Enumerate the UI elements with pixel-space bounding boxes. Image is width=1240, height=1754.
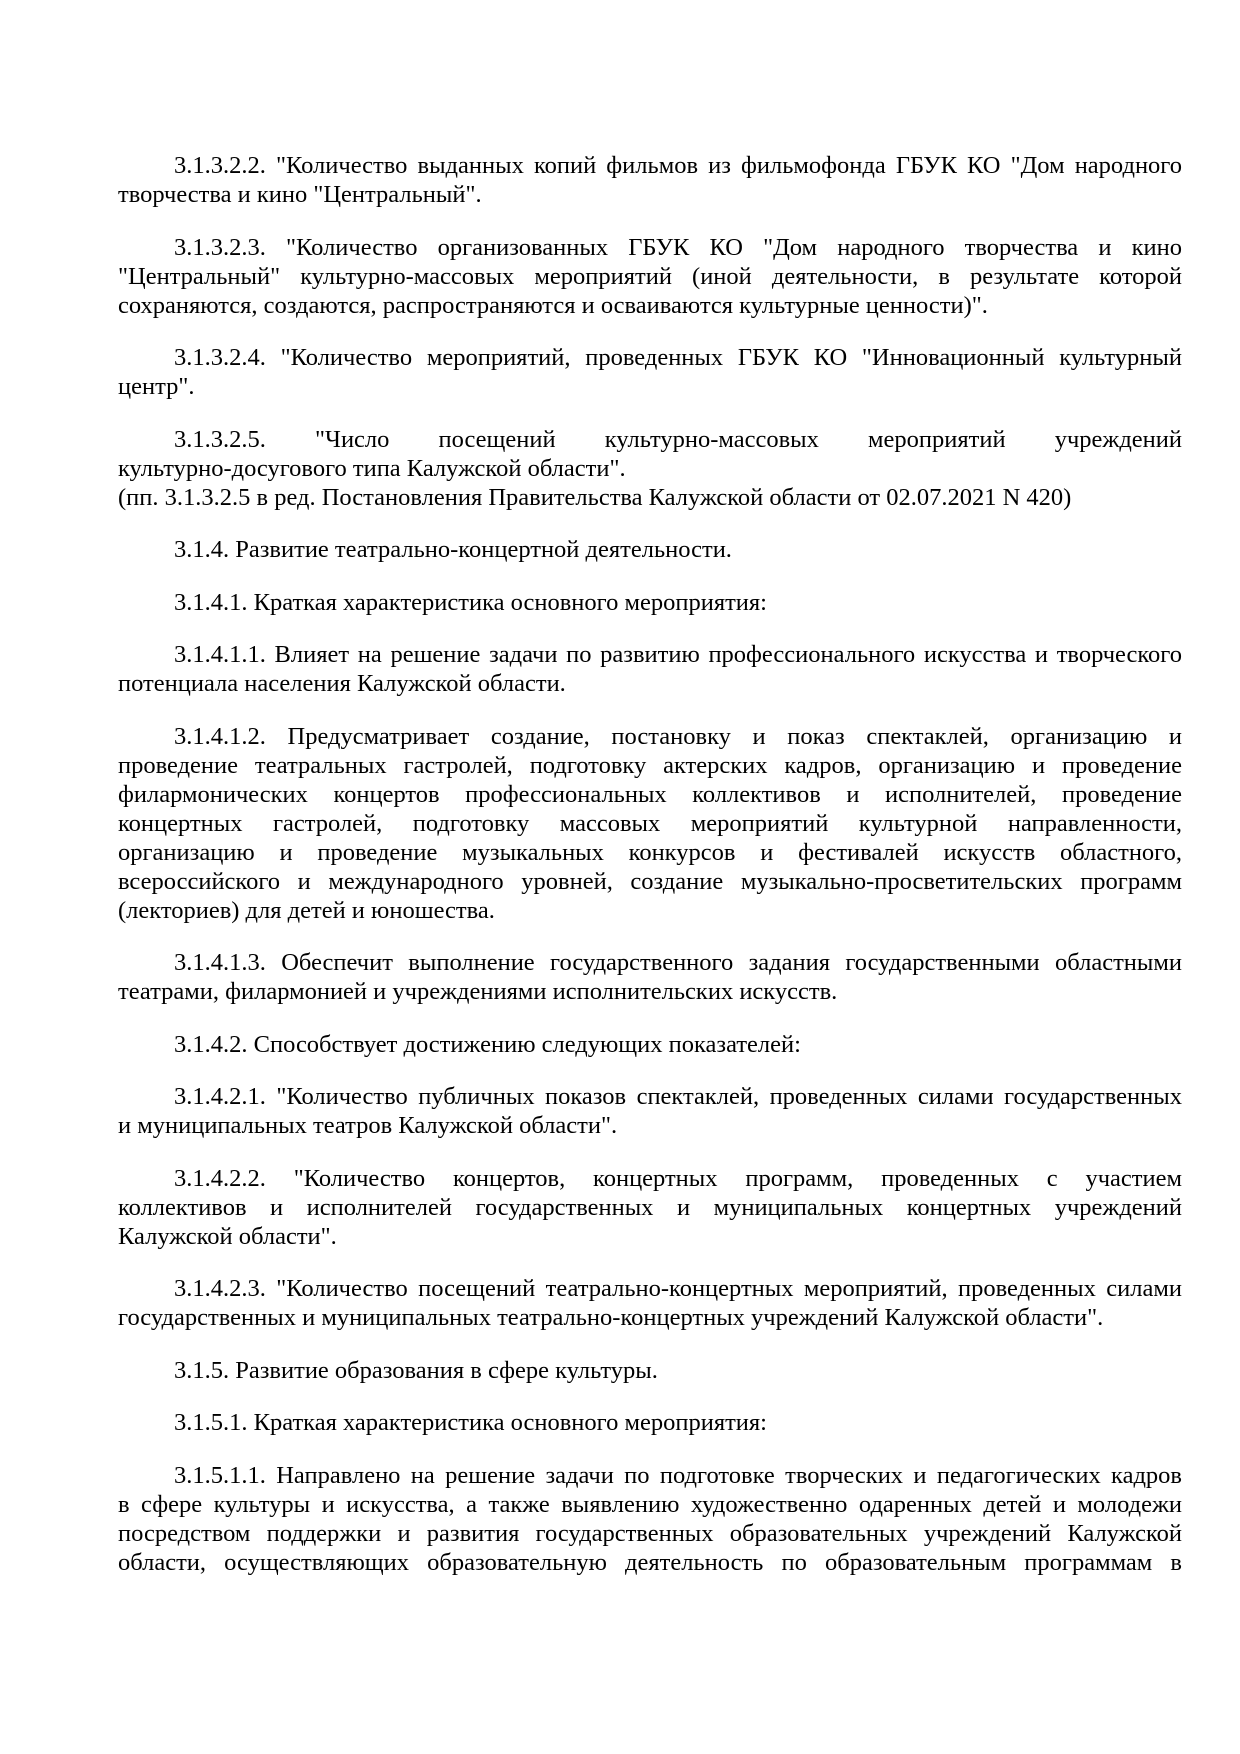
text-line: 3.1.4. Развитие театрально-концертной деятельности. (174, 536, 732, 563)
text-line: 3.1.3.2.5. "Число посещений культурно-массовых мероприятий учреждений (174, 425, 1182, 453)
text-line: государственных и муниципальных театрально-концертных учреждений Калужской области". (118, 1304, 1104, 1331)
text-line: в сфере культуры и искусства, а также выявлению художественно одаренных детей и молодежи (118, 1490, 1182, 1518)
text-line: 3.1.4.2.2. "Количество концертов, концертных программ, проведенных с участием (174, 1164, 1182, 1192)
text-line: (пп. 3.1.3.2.5 в ред. Постановления Правительства Калужской области от 02.07.2021 N 420) (118, 483, 1072, 511)
text-line: 3.1.4.1. Краткая характеристика основного мероприятия: (174, 588, 767, 616)
text-line: концертных гастролей, подготовку массовых мероприятий культурной направленности, (118, 809, 1182, 837)
text-line: 3.1.3.2.4. "Количество мероприятий, проведенных ГБУК КО "Инновационный культурный (174, 344, 1182, 371)
paragraph (118, 588, 1182, 617)
text-line: 3.1.5.1. Краткая характеристика основного мероприятия: (174, 1409, 767, 1436)
text-line: 3.1.4.2.3. "Количество посещений театрально-концертных мероприятий, проведенных силами (174, 1275, 1182, 1302)
text-line: потенциала населения Калужской области. (118, 670, 566, 697)
paragraph (118, 640, 1182, 698)
paragraph (118, 425, 1182, 483)
paragraph (118, 948, 1182, 1006)
paragraph (118, 1164, 1182, 1251)
text-line: посредством поддержки и развития государственных образовательных учреждений Калужской (118, 1519, 1182, 1547)
text-line: 3.1.4.2.1. "Количество публичных показов спектаклей, проведенных силами государственных (174, 1083, 1182, 1110)
text-line: "Центральный" культурно-массовых мероприятий (иной деятельности, в результате которой (118, 262, 1182, 290)
text-line: 3.1.5. Развитие образования в сфере культуры. (174, 1356, 658, 1384)
amendment-note (118, 483, 1182, 512)
text-line: культурно-досугового типа Калужской области". (118, 454, 626, 482)
text-line: творчества и кино "Центральный". (118, 181, 482, 208)
paragraph (118, 151, 1182, 209)
text-line: всероссийского и международного уровней, создание музыкально-просветительских программ (118, 867, 1182, 895)
paragraph (118, 1356, 1182, 1385)
text-line: филармонических концертов профессиональных коллективов и исполнителей, проведение (118, 780, 1182, 808)
text-line: театрами, филармонией и учреждениями исполнительских искусств. (118, 978, 838, 1005)
text-line: 3.1.5.1.1. Направлено на решение задачи по подготовке творческих и педагогических кадров (174, 1461, 1182, 1489)
text-line: (лекториев) для детей и юношества. (118, 896, 495, 924)
text-line: коллективов и исполнителей государственных и муниципальных концертных учреждений (118, 1193, 1182, 1221)
text-line: и муниципальных театров Калужской области". (118, 1112, 618, 1139)
text-line: проведение театральных гастролей, подготовку актерских кадров, организацию и проведение (118, 751, 1182, 779)
text-line: 3.1.4.1.2. Предусматривает создание, постановку и показ спектаклей, организацию и (174, 722, 1182, 750)
paragraph (118, 1274, 1182, 1332)
text-line: 3.1.4.1.1. Влияет на решение задачи по развитию профессионального искусства и творческого (174, 641, 1182, 668)
paragraph (118, 1030, 1182, 1059)
paragraph (118, 722, 1182, 925)
text-line: области, осуществляющих образовательную деятельность по образовательным программам в (118, 1548, 1182, 1576)
paragraph (118, 1408, 1182, 1437)
text-line: 3.1.4.1.3. Обеспечит выполнение государственного задания государственными областными (174, 949, 1182, 976)
text-line: Калужской области". (118, 1222, 337, 1250)
paragraph (118, 1082, 1182, 1140)
document-page (118, 151, 1182, 1600)
paragraph (118, 343, 1182, 401)
paragraph (118, 1461, 1182, 1577)
paragraph (118, 535, 1182, 564)
text-line: 3.1.3.2.3. "Количество организованных ГБУК КО "Дом народного творчества и кино (174, 233, 1182, 261)
text-line: 3.1.4.2. Способствует достижению следующих показателей: (174, 1030, 801, 1058)
paragraph (118, 233, 1182, 320)
text-line: 3.1.3.2.2. "Количество выданных копий фильмов из фильмофонда ГБУК КО "Дом народного (174, 152, 1182, 179)
text-line: организацию и проведение музыкальных конкурсов и фестивалей искусств областного, (118, 838, 1182, 866)
text-line: сохраняются, создаются, распространяются и осваиваются культурные ценности)". (118, 291, 988, 319)
text-line: центр". (118, 373, 195, 400)
